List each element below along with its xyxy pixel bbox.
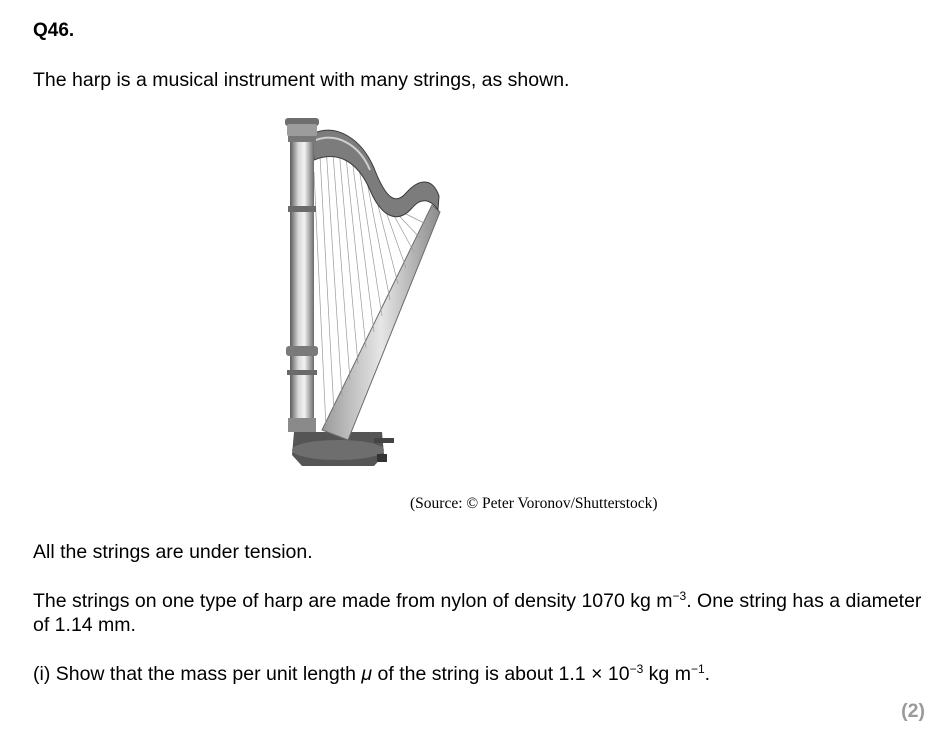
question-number: Q46. <box>33 20 75 41</box>
part-i-middle: of the string is about 1.1 × 10 <box>372 663 630 685</box>
strings-text-rest: . One string has a diameter of 1.14 mm. <box>33 590 922 636</box>
part-i-end: . <box>704 663 711 685</box>
tension-text: All the strings are under tension. <box>33 541 313 563</box>
figure-source-caption: (Source: © Peter Voronov/Shutterstock) <box>410 495 658 512</box>
harp-image <box>282 110 452 475</box>
strings-text <box>33 589 928 637</box>
power-exponent: −3 <box>629 662 644 676</box>
part-i-unit: kg m <box>643 663 691 685</box>
density-exponent: −3 <box>672 589 687 603</box>
marks-indicator: (2) <box>901 700 925 722</box>
strings-text-main: The strings on one type of harp are made from nylon of density 1070 kg m <box>33 590 673 612</box>
unit-exponent: −1 <box>690 662 705 676</box>
part-i-text <box>33 662 710 686</box>
mu-symbol: μ <box>361 663 373 685</box>
intro-text: The harp is a musical instrument with many strings, as shown. <box>33 69 570 91</box>
part-i-prefix: (i) Show that the mass per unit length <box>33 663 362 685</box>
